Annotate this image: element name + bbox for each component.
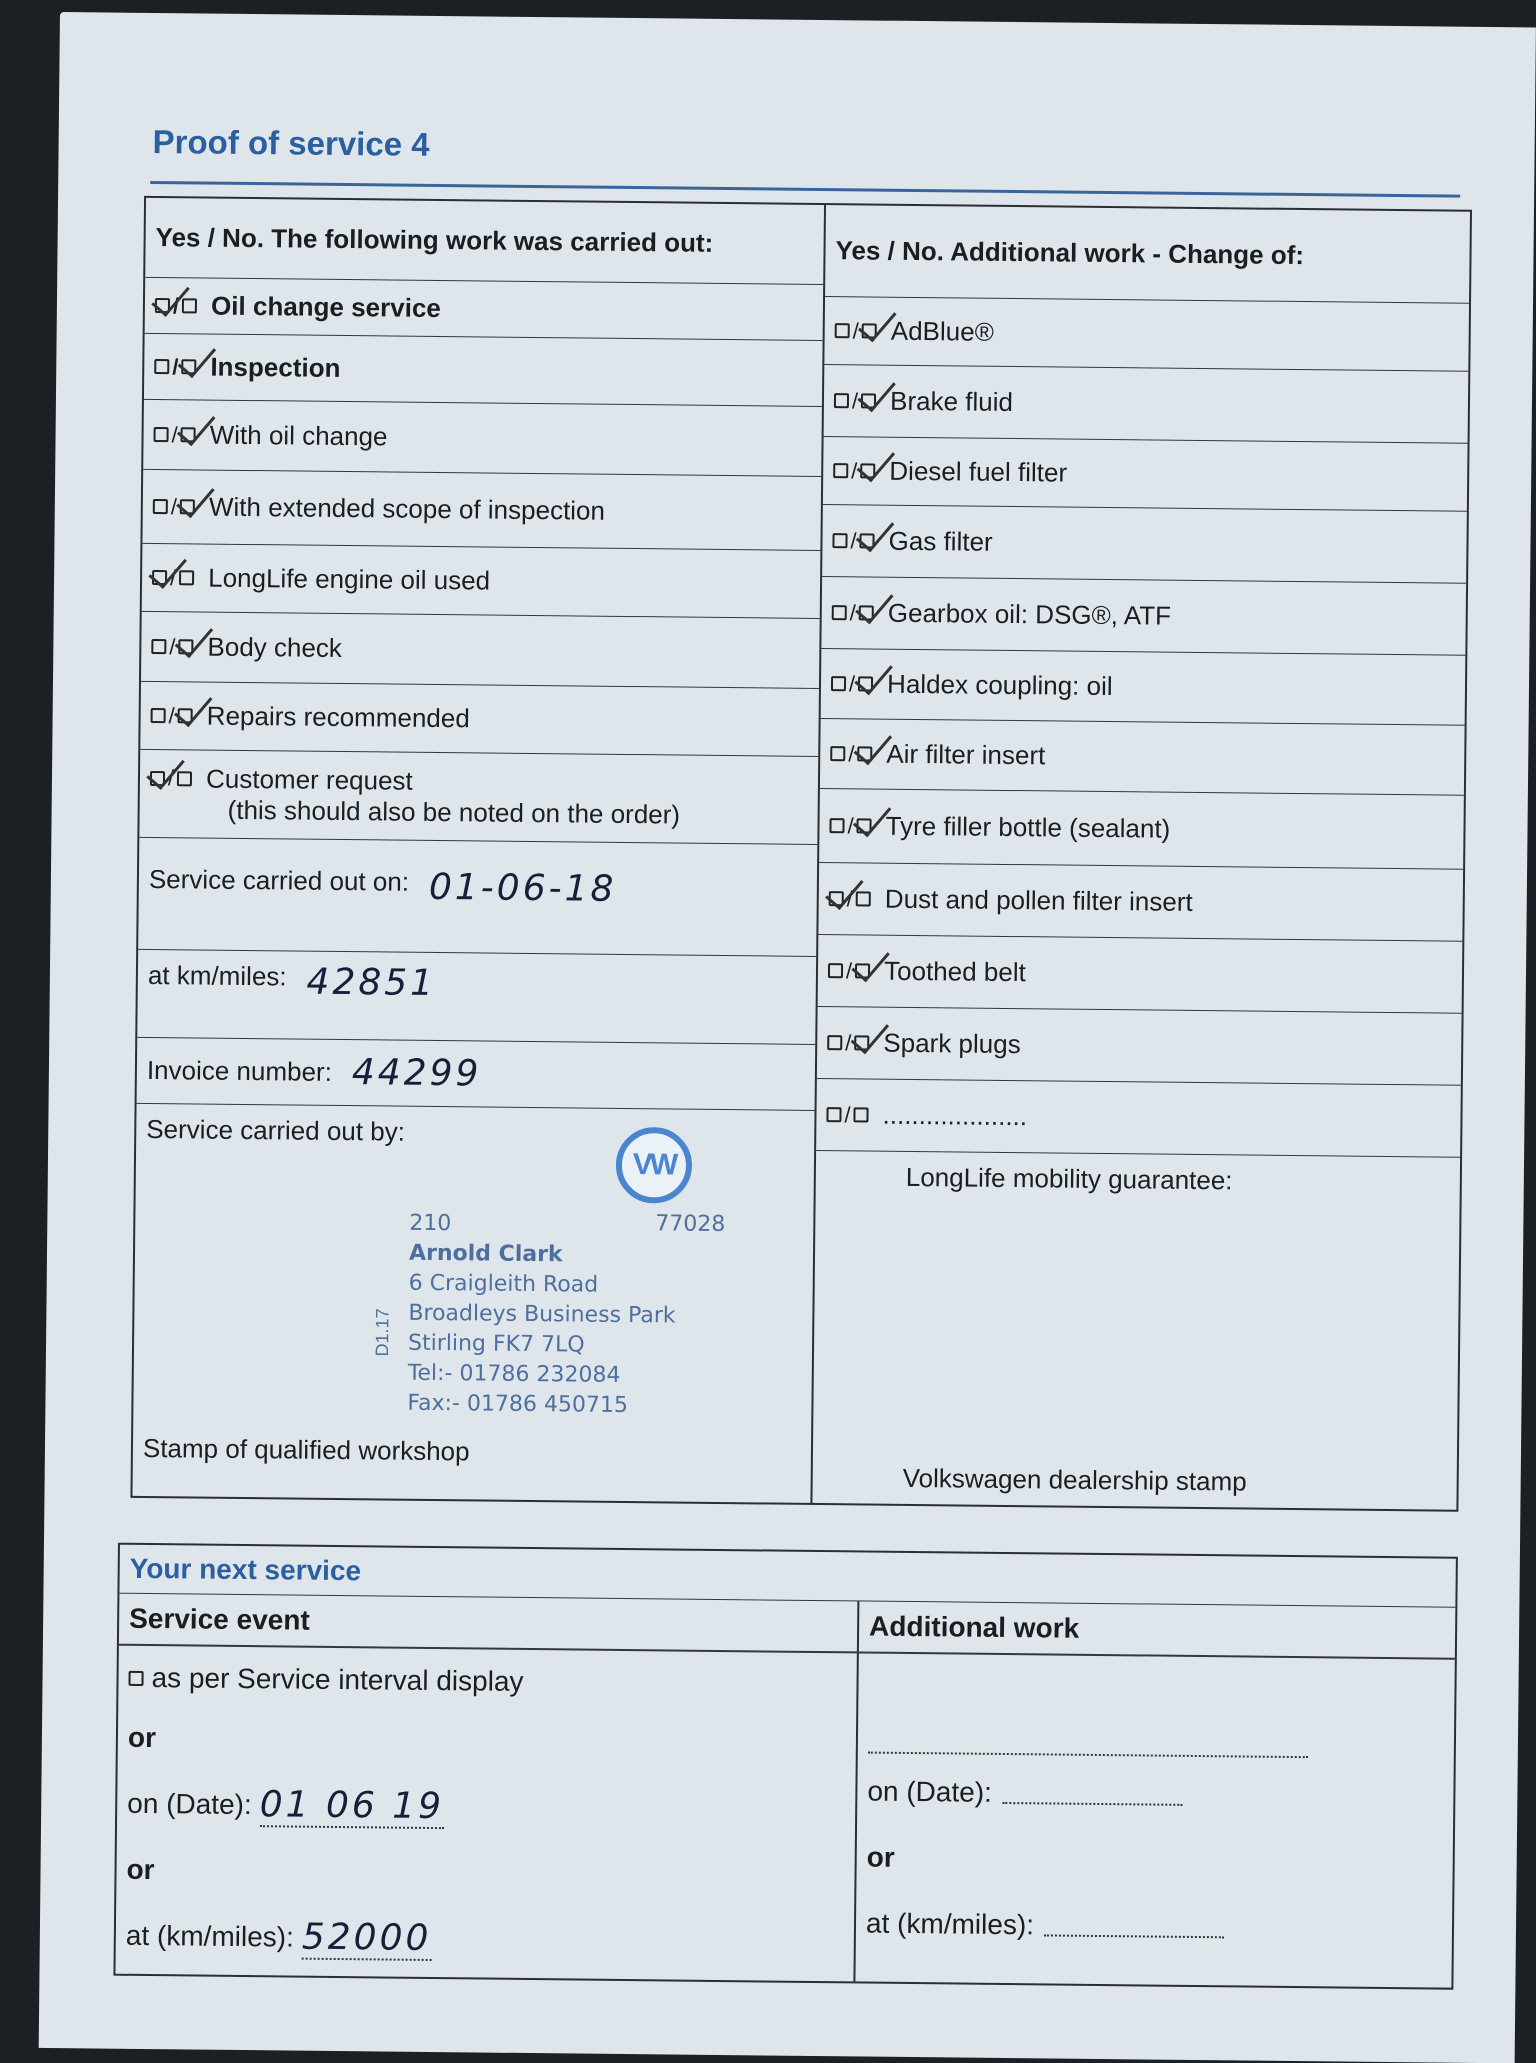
checkbox-no [862,323,877,338]
checkbox-no [181,427,196,442]
checkbox-yes [835,323,850,338]
checkbox-yes [154,427,169,442]
checkbox-yes [832,533,847,548]
service-event-column [115,1594,859,1982]
next-service-title: Your next service [119,1545,1455,1608]
yes-no-checkbox[interactable]: / [155,293,197,319]
checkbox-yes [830,746,845,761]
mileage-row [137,950,816,1045]
right-km-field[interactable] [1044,1914,1224,1938]
work-item-label: Customer request [205,763,413,796]
or-label: or [126,1853,155,1886]
work-item-label: Repairs recommended [206,700,470,734]
yes-no-checkbox[interactable]: / [153,422,195,448]
yes-no-checkbox[interactable]: / [832,600,874,626]
additional-item-label: Diesel fuel filter [889,455,1068,488]
right-km-row [856,1885,1453,1967]
right-km-label: at (km/miles): [865,1907,1035,1941]
additional-work-header: Additional work [859,1601,1456,1659]
interval-checkbox[interactable] [128,1670,143,1685]
vw-stamp-label: Volkswagen dealership stamp [902,1462,1247,1497]
yes-no-checkbox[interactable]: / [826,1102,868,1128]
additional-item-label: Air filter insert [886,738,1046,771]
additional-item-label: Haldex coupling: oil [886,668,1113,702]
yes-no-checkbox[interactable]: / [151,702,193,728]
checkbox-yes [829,891,844,906]
additional-item-label: Toothed belt [883,955,1026,988]
stamp-name: Arnold Clark [408,1240,563,1268]
invoice-row [137,1038,816,1111]
title-rule [150,181,1460,198]
work-item-row [144,334,823,407]
additional-item-row [822,505,1467,584]
right-date-row [857,1753,1454,1835]
carried-by-label: Service carried out by: [146,1113,406,1147]
checkbox-no [859,605,874,620]
work-item-row [145,278,824,341]
next-date-value[interactable]: 01 06 19 [259,1783,445,1827]
workshop-stamp [407,1209,676,1422]
checkbox-no [861,393,876,408]
vw-logo-icon: VW [616,1127,693,1204]
additional-work-field[interactable] [868,1732,1308,1759]
checkbox-yes [151,708,166,723]
work-item-note: (this should also be noted on the order) [227,794,681,830]
dealer-stamp-area [812,1151,1460,1510]
left-header: Yes / No. The following work was carried out: [145,198,824,285]
checkbox-no [178,639,193,654]
additional-item-row [824,297,1469,372]
right-date-field[interactable] [1002,1782,1182,1806]
invoice-label: Invoice number: [146,1054,333,1087]
additional-item-row [824,365,1469,444]
stamp-line: Broadleys Business Park [408,1300,676,1329]
workshop-stamp-area [133,1104,815,1481]
next-date-label: on (Date): [127,1787,252,1821]
interval-label: as per Service interval display [151,1662,524,1697]
next-service-section [113,1543,1457,1990]
checkbox-no [860,533,875,548]
checkbox-yes [154,359,169,374]
interval-row [118,1646,857,1718]
next-date-row [117,1766,856,1850]
stamp-line: Tel:- 01786 232084 [407,1360,621,1388]
checkbox-yes [832,605,847,620]
right-or-label: or [866,1841,895,1873]
work-item-label: With oil change [209,419,388,452]
yes-no-checkbox[interactable]: / [154,354,196,380]
service-book-page [39,12,1536,2063]
work-item-label: Body check [207,631,343,663]
next-km-row [115,1898,854,1982]
mileage-label: at km/miles: [147,959,287,992]
stamp-label: Stamp of qualified workshop [142,1432,470,1467]
right-date-label: on (Date): [867,1775,993,1808]
additional-work-column [812,205,1470,1510]
stamp-line: Fax:- 01786 450715 [407,1390,629,1419]
yes-no-checkbox[interactable]: / [152,564,194,590]
yes-no-checkbox[interactable]: / [830,741,872,767]
next-km-label: at (km/miles): [125,1919,295,1953]
checkbox-no [857,746,872,761]
additional-item-row [819,789,1464,870]
additional-item-label: Spark plugs [883,1027,1021,1060]
stamp-code-left: 210 [409,1210,452,1237]
mileage-value[interactable]: 42851 [306,961,437,1004]
invoice-value[interactable]: 44299 [351,1052,482,1095]
checkbox-no [180,499,195,514]
checkbox-no [181,359,196,374]
checkbox-yes [829,818,844,833]
checkbox-no [860,463,875,478]
work-item-row [141,612,820,689]
yes-no-checkbox[interactable]: / [834,388,876,414]
work-carried-out-column [132,198,826,1503]
yes-no-checkbox[interactable]: / [835,318,877,344]
work-item-label: Inspection [210,351,341,383]
additional-line-row [858,1653,1455,1759]
additional-item-label: Brake fluid [889,385,1014,417]
work-item-row [139,750,818,845]
stamp-line: Stirling FK7 7LQ [407,1330,585,1358]
additional-item-row [821,577,1466,656]
additional-item-label: Tyre filler bottle (sealant) [885,810,1171,844]
additional-item-row [821,649,1466,726]
checkbox-no [856,891,871,906]
checkbox-no [178,708,193,723]
next-km-value[interactable]: 52000 [301,1916,432,1959]
yes-no-checkbox[interactable]: / [151,633,193,659]
checkbox-no [854,1107,869,1122]
checkbox-no [177,771,192,786]
additional-item-row [818,935,1463,1014]
or-label: or [127,1721,157,1754]
service-event-header: Service event [119,1594,858,1654]
work-item-label: With extended scope of inspection [208,491,606,526]
additional-item-label: .................... [882,1099,1028,1132]
work-item-row [140,682,819,757]
checkbox-no [179,570,194,585]
yes-no-checkbox[interactable]: / [833,458,875,484]
yes-no-checkbox[interactable]: / [827,1030,869,1056]
checkbox-no [182,298,197,313]
yes-no-checkbox[interactable]: / [831,671,873,697]
service-date-label: Service carried out on: [148,863,410,897]
checkbox-yes [826,1107,841,1122]
yes-no-checkbox[interactable]: / [832,528,874,554]
yes-no-checkbox[interactable]: / [153,493,195,519]
checkbox-no [858,676,873,691]
service-table [130,196,1472,1512]
additional-item-row [817,1007,1462,1086]
yes-no-checkbox[interactable]: / [828,958,870,984]
checkbox-no [855,963,870,978]
additional-item-row [820,719,1465,796]
checkbox-yes [833,463,848,478]
stamp-code-right: 77028 [655,1211,726,1238]
yes-no-checkbox[interactable]: / [829,886,871,912]
service-date-value[interactable]: 01-06-18 [428,866,617,910]
work-item-row [142,470,821,551]
stamp-line: 6 Craigleith Road [408,1270,599,1298]
checkbox-yes [151,639,166,654]
work-item-label: Oil change service [210,290,442,324]
checkbox-yes [155,298,170,313]
additional-item-label: Gas filter [888,525,993,557]
additional-item-row [823,437,1468,512]
work-item-row [142,544,821,619]
work-item-row [143,400,822,477]
right-header: Yes / No. Additional work - Change of: [825,205,1470,304]
checkbox-no [857,818,872,833]
checkbox-yes [831,676,846,691]
additional-item-row [818,863,1463,942]
checkbox-no [854,1035,869,1050]
page-title: Proof of service 4 [152,122,430,163]
additional-item-label: Gearbox oil: DSG®, ATF [887,597,1172,631]
checkbox-yes [828,963,843,978]
checkbox-yes [153,499,168,514]
work-item-label: LongLife engine oil used [208,562,491,596]
additional-work-next-column [855,1601,1455,1987]
checkbox-yes [150,770,165,785]
yes-no-checkbox[interactable]: / [829,813,871,839]
checkbox-yes [834,393,849,408]
additional-item-label: Dust and pollen filter insert [884,883,1193,917]
yes-no-checkbox[interactable]: / [150,765,192,791]
checkbox-yes [827,1035,842,1050]
additional-item-label: AdBlue® [890,315,994,347]
stamp-vertical-code: D1.17 [371,1308,393,1357]
checkbox-yes [152,570,167,585]
longlife-label: LongLife mobility guarantee: [905,1161,1233,1196]
service-date-row [138,838,817,957]
additional-item-row [816,1079,1461,1158]
